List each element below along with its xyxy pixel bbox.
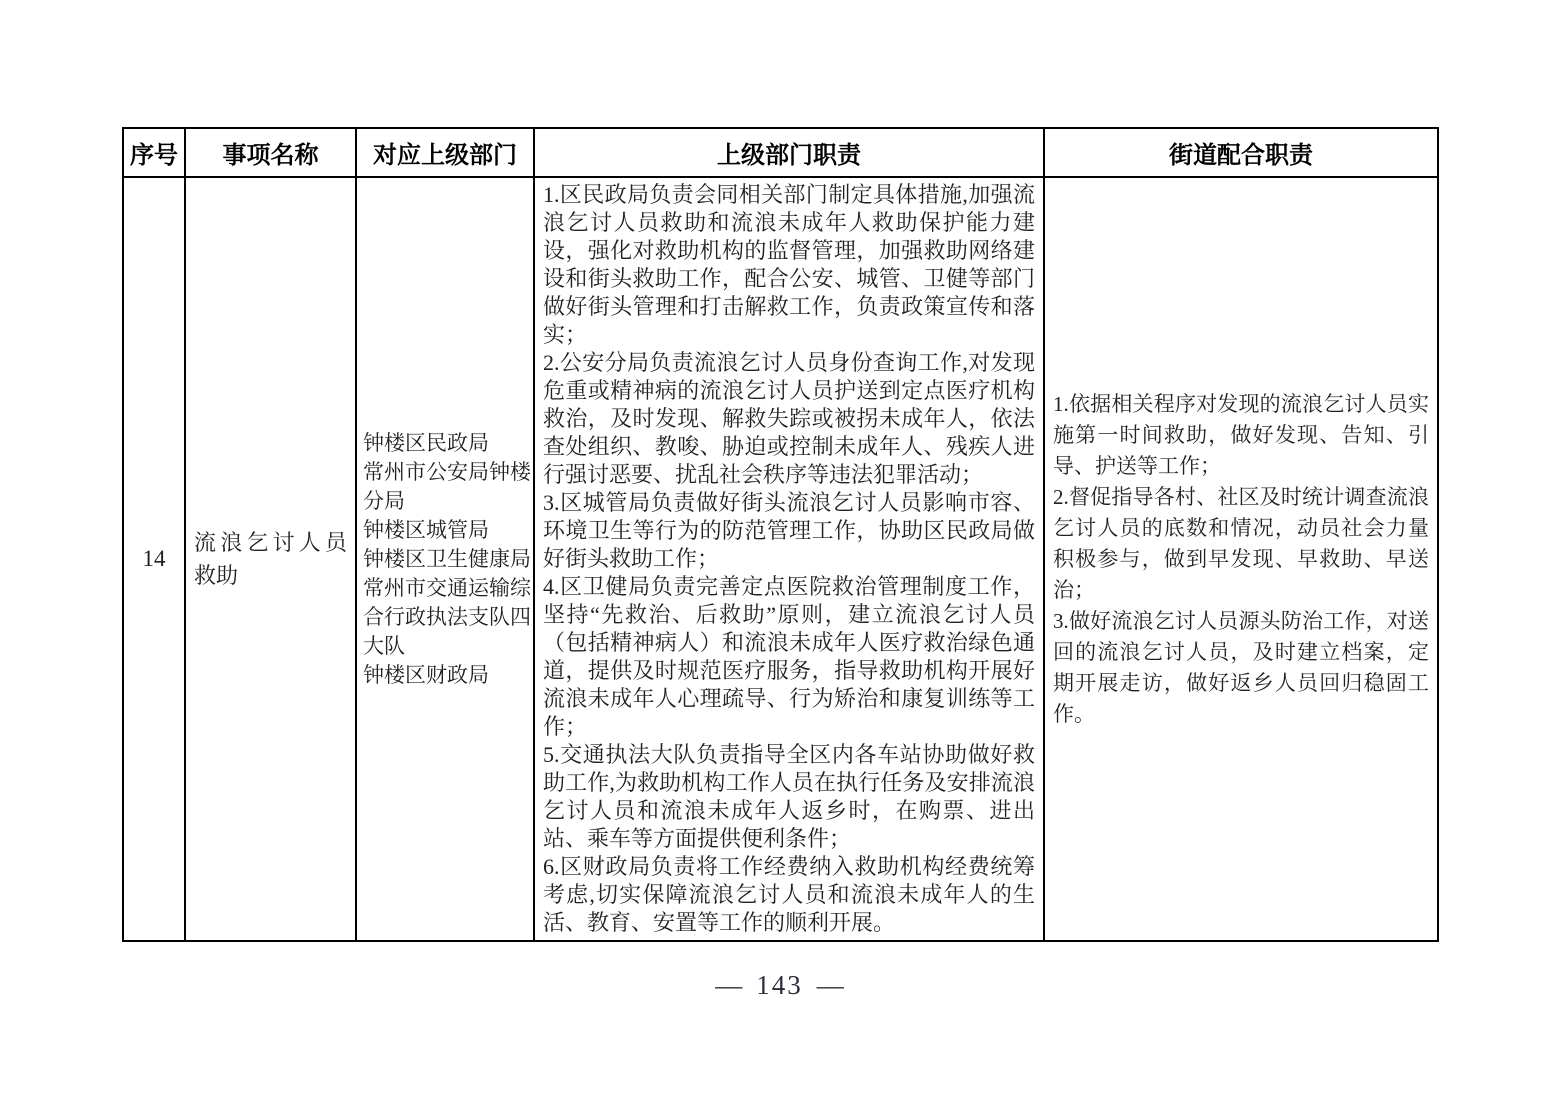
header-superior-duties: 上级部门职责 [534,128,1044,177]
cell-superior-duties [534,177,1044,941]
responsibilities-table [122,127,1439,942]
department-item: 常州市公安局钟楼分局 [363,459,531,513]
department-item: 常州市交通运输综合行政执法支队四大队 [363,575,531,658]
cell-item-name: 流浪乞讨人员救助 [185,177,356,941]
street-duty-item: 2.督促指导各村、社区及时统计调查流浪乞讨人员的底数和情况，动员社会力量积极参与，做到早发现、早救助、早送治； [1053,484,1429,602]
street-duty-item: 3.做好流浪乞讨人员源头防治工作，对送回的流浪乞讨人员，及时建立档案，定期开展走访，做好返乡人员回归稳固工作。 [1053,608,1429,726]
header-superior-department: 对应上级部门 [356,128,534,177]
street-duty-item: 1.依据相关程序对发现的流浪乞讨人员实施第一时间救助，做好发现、告知、引导、护送等工作； [1053,391,1429,478]
department-item: 钟楼区城管局 [363,517,489,542]
superior-duty-item: 5.交通执法大队负责指导全区内各车站协助做好救助工作,为救助机构工作人员在执行任务及安排流浪乞讨人员和流浪未成年人返乡时，在购票、进出站、乘车等方面提供便利条件； [543,742,1035,851]
superior-duty-item: 2.公安分局负责流浪乞讨人员身份查询工作,对发现危重或精神病的流浪乞讨人员护送到定点医疗机构救治，及时发现、解救失踪或被拐未成年人，依法查处组织、教唆、胁迫或控制未成年人、残疾人进行强讨恶要、扰乱社会秩序等违法犯罪活动； [543,350,1035,487]
superior-duty-item: 1.区民政局负责会同相关部门制定具体措施,加强流浪乞讨人员救助和流浪未成年人救助保护能力建设，强化对救助机构的监督管理，加强救助网络建设和街头救助工作，配合公安、城管、卫健等部门做好街头管理和打击解救工作，负责政策宣传和落实； [543,182,1035,347]
page-number-dash-right: — [816,970,844,1000]
table-row [123,177,1438,941]
table-header-row [123,128,1438,177]
superior-duty-item: 6.区财政局负责将工作经费纳入救助机构经费统筹考虑,切实保障流浪乞讨人员和流浪未成年人的生活、教育、安置等工作的顺利开展。 [543,854,1035,935]
superior-duty-item: 4.区卫健局负责完善定点医院救治管理制度工作，坚持“先救治、后救助”原则，建立流浪乞讨人员（包括精神病人）和流浪未成年人医疗救治绿色通道，提供及时规范医疗服务，指导救助机构开展好流浪未成年人心理疏导、行为矫治和康复训练等工作； [543,574,1035,739]
page-number-value: 143 [756,970,803,1000]
header-serial-number: 序号 [123,128,185,177]
department-item: 钟楼区卫生健康局 [363,546,531,571]
department-item: 钟楼区财政局 [363,662,489,687]
page-number [122,970,1437,1001]
cell-serial-number: 14 [123,177,185,941]
page-number-dash-left: — [715,970,743,1000]
cell-departments [356,177,534,941]
superior-duty-item: 3.区城管局负责做好街头流浪乞讨人员影响市容、环境卫生等行为的防范管理工作，协助区民政局做好街头救助工作； [543,490,1035,571]
header-item-name: 事项名称 [185,128,356,177]
cell-street-duties [1044,177,1438,941]
department-item: 钟楼区民政局 [363,430,489,455]
header-street-duties: 街道配合职责 [1044,128,1438,177]
